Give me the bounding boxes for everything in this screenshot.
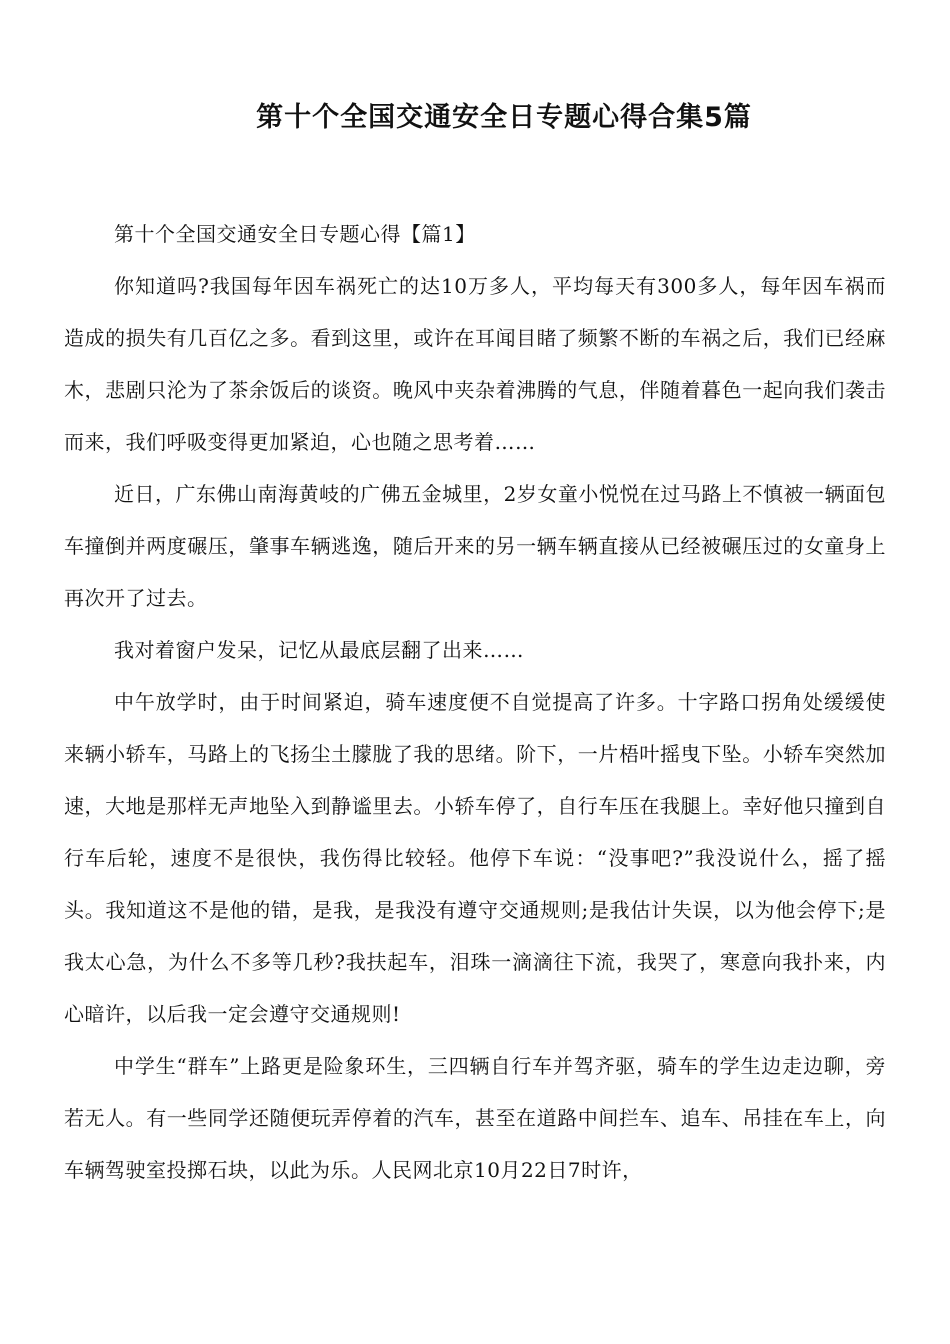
paragraph-3: 我对着窗户发呆，记忆从最底层翻了出来…… xyxy=(114,638,524,662)
paragraph-1: 你知道吗?我国每年因车祸死亡的达10万多人，平均每天有300多人，每年因车祸而造成的损失有几百亿之多。看到这里，或许在耳闻目睹了频繁不断的车祸之后，我们已经麻木，悲剧只沦为了茶余饭后的谈资。晚风中夹杂着沸腾的气息，伴随着暮色一起向我们袭击而来，我们呼吸变得更加紧迫，心也随之思考着…… xyxy=(64,274,886,454)
section-heading: 第十个全国交通安全日专题心得【篇1】 xyxy=(114,222,476,246)
paragraph-5: 中学生“群车”上路更是险象环生，三四辆自行车并驾齐驱，骑车的学生边走边聊，旁若无人。有一些同学还随便玩弄停着的汽车，甚至在道路中间拦车、追车、吊挂在车上，向车辆驾驶室投掷石块，以此为乐。人民网北京10月22日7时许， xyxy=(64,1054,886,1182)
document-title: 第十个全国交通安全日专题心得合集5篇 xyxy=(256,102,752,133)
paragraph-2: 近日，广东佛山南海黄岐的广佛五金城里，2岁女童小悦悦在过马路上不慎被一辆面包车撞倒并两度碾压，肇事车辆逃逸，随后开来的另一辆车辆直接从已经被碾压过的女童身上再次开了过去。 xyxy=(64,482,886,610)
paragraph-4: 中午放学时，由于时间紧迫，骑车速度便不自觉提高了许多。十字路口拐角处缓缓使来辆小轿车，马路上的飞扬尘土朦胧了我的思绪。阶下，一片梧叶摇曳下坠。小轿车突然加速，大地是那样无声地坠入到静谧里去。小轿车停了，自行车压在我腿上。幸好他只撞到自行车后轮，速度不是很快，我伤得比较轻。他停下车说：“没事吧?”我没说什么，摇了摇头。我知道这不是他的错，是我，是我没有遵守交通规则;是我估计失误，以为他会停下;是我太心急，为什么不多等几秒?我扶起车，泪珠一滴滴往下流，我哭了，寒意向我扑来，内心暗许，以后我一定会遵守交通规则! xyxy=(64,690,886,1026)
document-body xyxy=(64,208,886,1196)
